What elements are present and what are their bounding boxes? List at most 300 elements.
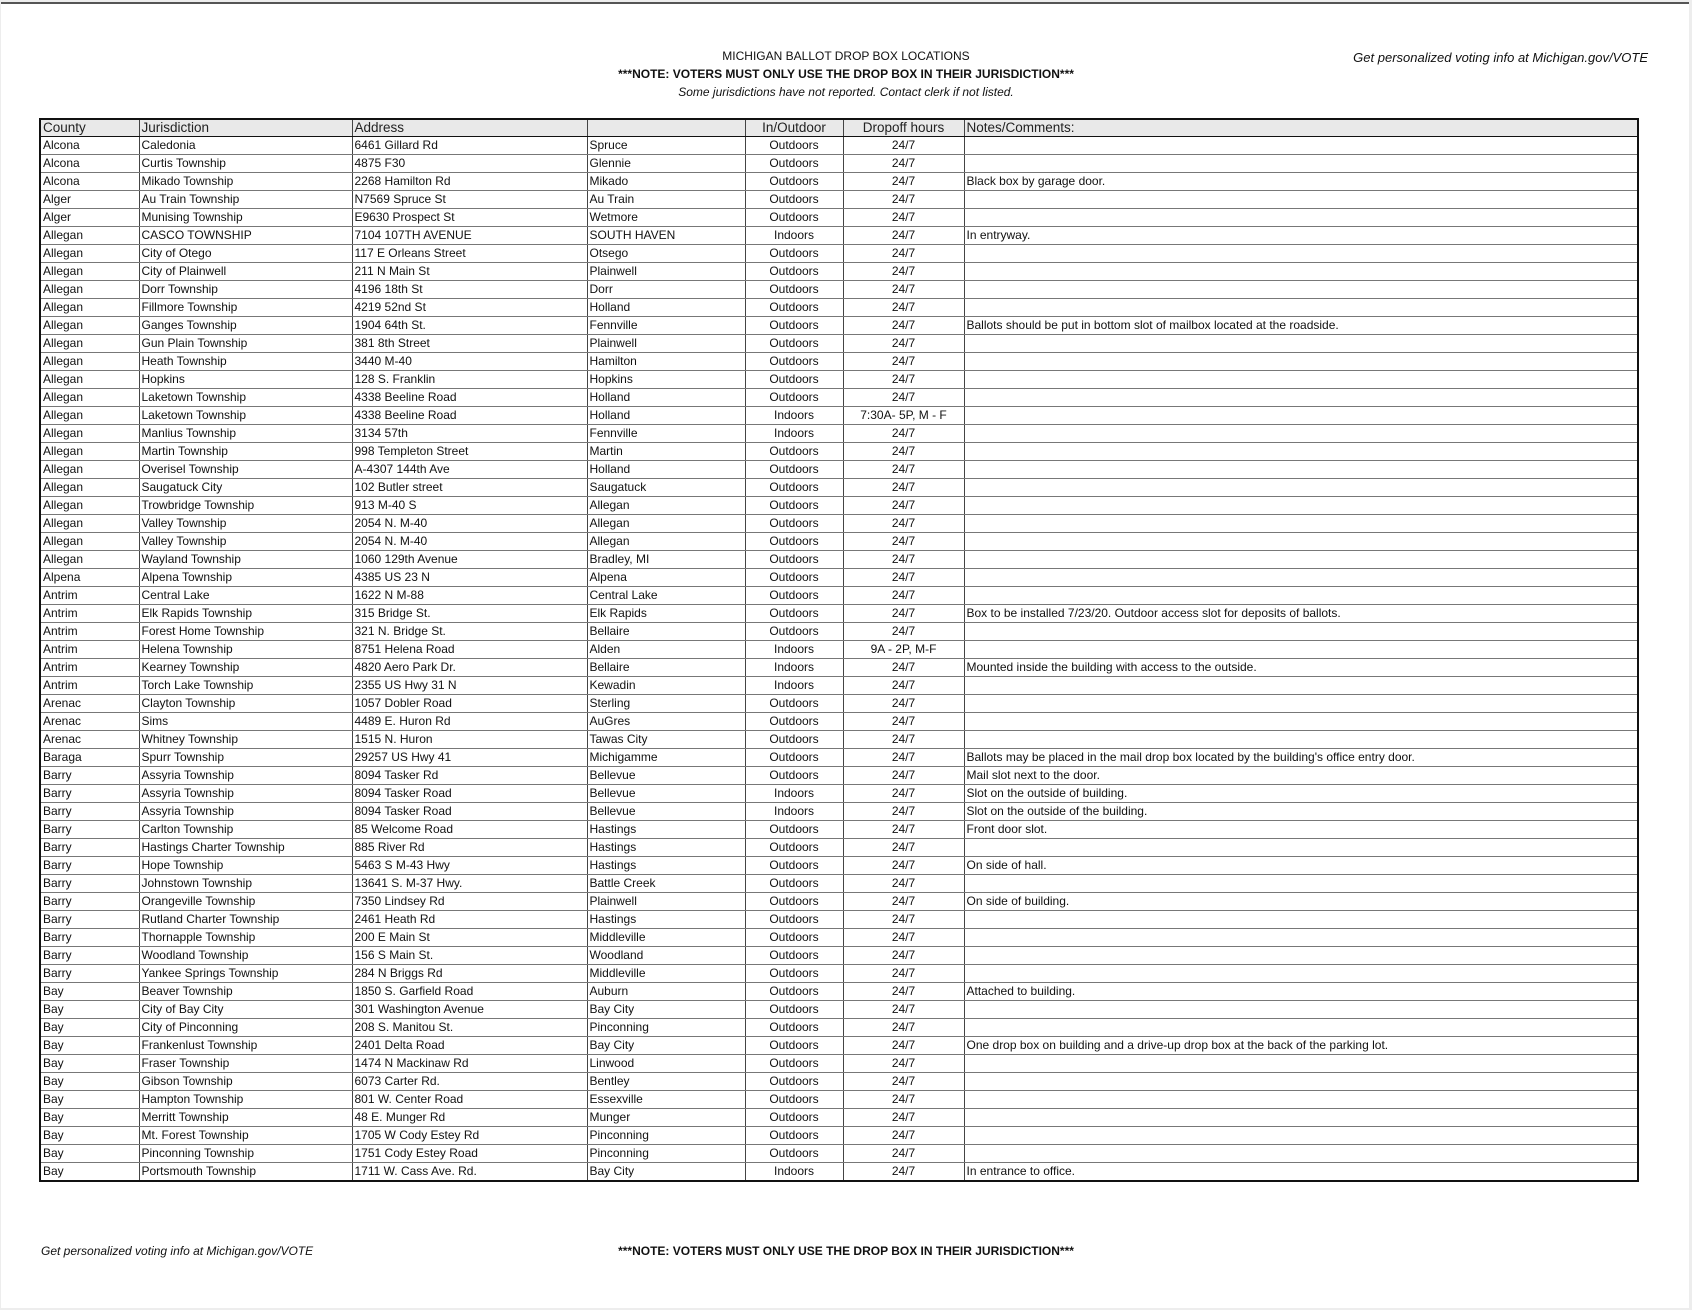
cell-jurisdiction: Kearney Township [139, 659, 352, 677]
cell-address: 7350 Lindsey Rd [352, 893, 587, 911]
cell-dropoff-hours: 24/7 [843, 461, 964, 479]
cell-in-outdoor: Outdoors [745, 389, 843, 407]
cell-address: 1904 64th St. [352, 317, 587, 335]
cell-jurisdiction: Elk Rapids Township [139, 605, 352, 623]
cell-jurisdiction: Hastings Charter Township [139, 839, 352, 857]
cell-in-outdoor: Outdoors [745, 551, 843, 569]
cell-county: Bay [40, 1091, 139, 1109]
cell-address: 2268 Hamilton Rd [352, 173, 587, 191]
cell-city: Bellaire [587, 623, 745, 641]
cell-city: Fennville [587, 425, 745, 443]
cell-notes [964, 1073, 1638, 1091]
table-row [40, 1001, 1638, 1019]
cell-county: Allegan [40, 227, 139, 245]
cell-notes [964, 947, 1638, 965]
cell-city: Spruce [587, 137, 745, 155]
cell-in-outdoor: Outdoors [745, 317, 843, 335]
cell-in-outdoor: Outdoors [745, 371, 843, 389]
cell-in-outdoor: Outdoors [745, 731, 843, 749]
cell-dropoff-hours: 24/7 [843, 821, 964, 839]
cell-county: Bay [40, 1055, 139, 1073]
cell-city: Wetmore [587, 209, 745, 227]
cell-address: 128 S. Franklin [352, 371, 587, 389]
cell-jurisdiction: Carlton Township [139, 821, 352, 839]
cell-address: 4219 52nd St [352, 299, 587, 317]
cell-jurisdiction: Pinconning Township [139, 1145, 352, 1163]
cell-city: AuGres [587, 713, 745, 731]
cell-city: Hastings [587, 857, 745, 875]
table-row [40, 425, 1638, 443]
table-row [40, 1091, 1638, 1109]
cell-address: 102 Butler street [352, 479, 587, 497]
cell-address: 1705 W Cody Estey Rd [352, 1127, 587, 1145]
cell-notes [964, 425, 1638, 443]
cell-dropoff-hours: 24/7 [843, 533, 964, 551]
table-row [40, 1145, 1638, 1163]
cell-notes: In entryway. [964, 227, 1638, 245]
cell-city: Bentley [587, 1073, 745, 1091]
table-row [40, 533, 1638, 551]
cell-jurisdiction: Heath Township [139, 353, 352, 371]
cell-address: 4338 Beeline Road [352, 407, 587, 425]
col-header-address: Address [352, 119, 587, 137]
cell-in-outdoor: Outdoors [745, 1109, 843, 1127]
cell-city: Martin [587, 443, 745, 461]
table-row [40, 641, 1638, 659]
table-row [40, 1109, 1638, 1127]
cell-address: 301 Washington Avenue [352, 1001, 587, 1019]
cell-address: 2461 Heath Rd [352, 911, 587, 929]
cell-county: Allegan [40, 335, 139, 353]
cell-city: Pinconning [587, 1145, 745, 1163]
cell-in-outdoor: Outdoors [745, 353, 843, 371]
cell-dropoff-hours: 24/7 [843, 803, 964, 821]
cell-in-outdoor: Indoors [745, 425, 843, 443]
cell-dropoff-hours: 24/7 [843, 857, 964, 875]
cell-in-outdoor: Outdoors [745, 1073, 843, 1091]
cell-jurisdiction: Laketown Township [139, 407, 352, 425]
cell-city: Saugatuck [587, 479, 745, 497]
cell-jurisdiction: Torch Lake Township [139, 677, 352, 695]
cell-county: Barry [40, 893, 139, 911]
page-subtitle: Some jurisdictions have not reported. Contact clerk if not listed. [678, 85, 1014, 99]
table-row [40, 1019, 1638, 1037]
cell-city: Plainwell [587, 893, 745, 911]
cell-notes [964, 461, 1638, 479]
cell-address: 3440 M-40 [352, 353, 587, 371]
cell-city: Hastings [587, 821, 745, 839]
cell-county: Alpena [40, 569, 139, 587]
table-row [40, 713, 1638, 731]
cell-notes: Mail slot next to the door. [964, 767, 1638, 785]
cell-jurisdiction: Valley Township [139, 533, 352, 551]
cell-in-outdoor: Indoors [745, 407, 843, 425]
cell-address: 7104 107TH AVENUE [352, 227, 587, 245]
cell-in-outdoor: Outdoors [745, 137, 843, 155]
cell-dropoff-hours: 24/7 [843, 839, 964, 857]
cell-jurisdiction: Caledonia [139, 137, 352, 155]
table-row [40, 461, 1638, 479]
cell-in-outdoor: Outdoors [745, 155, 843, 173]
cell-in-outdoor: Indoors [745, 677, 843, 695]
cell-in-outdoor: Outdoors [745, 623, 843, 641]
cell-city: Hastings [587, 839, 745, 857]
cell-jurisdiction: Hopkins [139, 371, 352, 389]
cell-dropoff-hours: 24/7 [843, 551, 964, 569]
cell-notes [964, 839, 1638, 857]
cell-jurisdiction: Yankee Springs Township [139, 965, 352, 983]
cell-dropoff-hours: 24/7 [843, 353, 964, 371]
cell-county: Barry [40, 965, 139, 983]
cell-county: Antrim [40, 623, 139, 641]
cell-dropoff-hours: 24/7 [843, 893, 964, 911]
cell-in-outdoor: Indoors [745, 1163, 843, 1182]
cell-county: Bay [40, 1019, 139, 1037]
cell-address: 5463 S M-43 Hwy [352, 857, 587, 875]
cell-county: Bay [40, 983, 139, 1001]
table-row [40, 623, 1638, 641]
table-row [40, 857, 1638, 875]
cell-city: Bellevue [587, 785, 745, 803]
table-row [40, 1163, 1638, 1182]
cell-in-outdoor: Outdoors [745, 821, 843, 839]
cell-jurisdiction: Forest Home Township [139, 623, 352, 641]
cell-city: Sterling [587, 695, 745, 713]
cell-county: Alger [40, 191, 139, 209]
cell-dropoff-hours: 24/7 [843, 911, 964, 929]
cell-in-outdoor: Outdoors [745, 695, 843, 713]
cell-dropoff-hours: 24/7 [843, 209, 964, 227]
table-row [40, 659, 1638, 677]
cell-address: 156 S Main St. [352, 947, 587, 965]
cell-jurisdiction: Mikado Township [139, 173, 352, 191]
cell-jurisdiction: Fillmore Township [139, 299, 352, 317]
cell-jurisdiction: City of Otego [139, 245, 352, 263]
cell-county: Allegan [40, 551, 139, 569]
cell-in-outdoor: Outdoors [745, 209, 843, 227]
cell-in-outdoor: Outdoors [745, 1037, 843, 1055]
cell-dropoff-hours: 24/7 [843, 1073, 964, 1091]
cell-county: Alcona [40, 173, 139, 191]
cell-address: 6073 Carter Rd. [352, 1073, 587, 1091]
cell-city: Bradley, MI [587, 551, 745, 569]
cell-jurisdiction: City of Pinconning [139, 1019, 352, 1037]
cell-in-outdoor: Outdoors [745, 1055, 843, 1073]
cell-dropoff-hours: 24/7 [843, 1091, 964, 1109]
cell-address: A-4307 144th Ave [352, 461, 587, 479]
cell-jurisdiction: Alpena Township [139, 569, 352, 587]
cell-county: Arenac [40, 695, 139, 713]
cell-county: Bay [40, 1145, 139, 1163]
cell-address: E9630 Prospect St [352, 209, 587, 227]
cell-city: Tawas City [587, 731, 745, 749]
cell-city: Plainwell [587, 263, 745, 281]
cell-county: Bay [40, 1163, 139, 1182]
cell-jurisdiction: Manlius Township [139, 425, 352, 443]
cell-county: Bay [40, 1073, 139, 1091]
cell-county: Allegan [40, 425, 139, 443]
cell-in-outdoor: Outdoors [745, 515, 843, 533]
cell-in-outdoor: Outdoors [745, 947, 843, 965]
cell-address: 6461 Gillard Rd [352, 137, 587, 155]
cell-address: 998 Templeton Street [352, 443, 587, 461]
cell-dropoff-hours: 24/7 [843, 677, 964, 695]
cell-jurisdiction: Wayland Township [139, 551, 352, 569]
cell-jurisdiction: CASCO TOWNSHIP [139, 227, 352, 245]
cell-dropoff-hours: 24/7 [843, 137, 964, 155]
cell-in-outdoor: Outdoors [745, 191, 843, 209]
cell-notes [964, 875, 1638, 893]
cell-notes [964, 641, 1638, 659]
cell-notes: Black box by garage door. [964, 173, 1638, 191]
cell-dropoff-hours: 24/7 [843, 1163, 964, 1182]
cell-city: Battle Creek [587, 875, 745, 893]
cell-jurisdiction: Thornapple Township [139, 929, 352, 947]
cell-notes [964, 929, 1638, 947]
table-row [40, 281, 1638, 299]
cell-county: Baraga [40, 749, 139, 767]
table-row [40, 371, 1638, 389]
cell-jurisdiction: Helena Township [139, 641, 352, 659]
cell-jurisdiction: Hope Township [139, 857, 352, 875]
cell-in-outdoor: Outdoors [745, 1127, 843, 1145]
table-row [40, 983, 1638, 1001]
cell-address: 315 Bridge St. [352, 605, 587, 623]
cell-dropoff-hours: 24/7 [843, 227, 964, 245]
cell-address: 211 N Main St [352, 263, 587, 281]
cell-notes [964, 497, 1638, 515]
cell-jurisdiction: Hampton Township [139, 1091, 352, 1109]
col-header-city [587, 119, 745, 137]
cell-dropoff-hours: 24/7 [843, 1019, 964, 1037]
cell-address: 1515 N. Huron [352, 731, 587, 749]
cell-dropoff-hours: 24/7 [843, 299, 964, 317]
cell-city: Allegan [587, 497, 745, 515]
cell-in-outdoor: Outdoors [745, 605, 843, 623]
cell-county: Arenac [40, 713, 139, 731]
cell-notes [964, 713, 1638, 731]
table-row [40, 191, 1638, 209]
cell-jurisdiction: Valley Township [139, 515, 352, 533]
cell-city: Hastings [587, 911, 745, 929]
table-row [40, 695, 1638, 713]
cell-jurisdiction: Munising Township [139, 209, 352, 227]
cell-county: Barry [40, 803, 139, 821]
footer-note: ***NOTE: VOTERS MUST ONLY USE THE DROP BOX IN THEIR JURISDICTION*** [618, 1244, 1074, 1258]
cell-in-outdoor: Outdoors [745, 245, 843, 263]
cell-jurisdiction: Sims [139, 713, 352, 731]
cell-county: Barry [40, 767, 139, 785]
cell-jurisdiction: Frankenlust Township [139, 1037, 352, 1055]
cell-notes [964, 1091, 1638, 1109]
cell-notes [964, 1109, 1638, 1127]
cell-dropoff-hours: 24/7 [843, 731, 964, 749]
cell-county: Antrim [40, 605, 139, 623]
table-row [40, 785, 1638, 803]
cell-city: Auburn [587, 983, 745, 1001]
cell-address: 2355 US Hwy 31 N [352, 677, 587, 695]
cell-notes [964, 623, 1638, 641]
cell-dropoff-hours: 24/7 [843, 1037, 964, 1055]
cell-in-outdoor: Indoors [745, 659, 843, 677]
cell-dropoff-hours: 24/7 [843, 569, 964, 587]
cell-notes [964, 245, 1638, 263]
cell-county: Alcona [40, 137, 139, 155]
table-row [40, 335, 1638, 353]
cell-jurisdiction: Laketown Township [139, 389, 352, 407]
table-row [40, 317, 1638, 335]
cell-address: 117 E Orleans Street [352, 245, 587, 263]
table-header-row [40, 119, 1638, 137]
cell-jurisdiction: Central Lake [139, 587, 352, 605]
cell-city: Holland [587, 461, 745, 479]
cell-city: Munger [587, 1109, 745, 1127]
cell-notes: On side of hall. [964, 857, 1638, 875]
cell-dropoff-hours: 24/7 [843, 983, 964, 1001]
cell-address: 801 W. Center Road [352, 1091, 587, 1109]
cell-dropoff-hours: 24/7 [843, 497, 964, 515]
table-row [40, 947, 1638, 965]
cell-city: Central Lake [587, 587, 745, 605]
cell-dropoff-hours: 24/7 [843, 173, 964, 191]
cell-in-outdoor: Outdoors [745, 533, 843, 551]
cell-notes [964, 677, 1638, 695]
cell-county: Bay [40, 1127, 139, 1145]
cell-dropoff-hours: 24/7 [843, 875, 964, 893]
cell-notes [964, 1001, 1638, 1019]
cell-address: 2054 N. M-40 [352, 533, 587, 551]
table-row [40, 1037, 1638, 1055]
cell-jurisdiction: Assyria Township [139, 767, 352, 785]
table-row [40, 875, 1638, 893]
cell-dropoff-hours: 9A - 2P, M-F [843, 641, 964, 659]
cell-address: 1850 S. Garfield Road [352, 983, 587, 1001]
cell-address: 13641 S. M-37 Hwy. [352, 875, 587, 893]
cell-county: Allegan [40, 263, 139, 281]
cell-notes [964, 263, 1638, 281]
cell-in-outdoor: Outdoors [745, 461, 843, 479]
cell-notes [964, 1145, 1638, 1163]
cell-in-outdoor: Outdoors [745, 587, 843, 605]
cell-notes: Front door slot. [964, 821, 1638, 839]
cell-in-outdoor: Indoors [745, 227, 843, 245]
cell-notes: Box to be installed 7/23/20. Outdoor access slot for deposits of ballots. [964, 605, 1638, 623]
cell-address: 4385 US 23 N [352, 569, 587, 587]
cell-in-outdoor: Outdoors [745, 1091, 843, 1109]
table-row [40, 407, 1638, 425]
cell-county: Barry [40, 857, 139, 875]
cell-city: Au Train [587, 191, 745, 209]
cell-city: Linwood [587, 1055, 745, 1073]
cell-city: Holland [587, 389, 745, 407]
cell-jurisdiction: Martin Township [139, 443, 352, 461]
cell-county: Arenac [40, 731, 139, 749]
cell-county: Allegan [40, 407, 139, 425]
table-row [40, 839, 1638, 857]
cell-county: Alcona [40, 155, 139, 173]
cell-in-outdoor: Indoors [745, 641, 843, 659]
cell-notes [964, 911, 1638, 929]
cell-city: Bay City [587, 1163, 745, 1182]
cell-jurisdiction: Dorr Township [139, 281, 352, 299]
table-row [40, 209, 1638, 227]
cell-county: Barry [40, 839, 139, 857]
cell-county: Allegan [40, 245, 139, 263]
cell-county: Allegan [40, 299, 139, 317]
table-row [40, 605, 1638, 623]
cell-address: 1474 N Mackinaw Rd [352, 1055, 587, 1073]
cell-address: 208 S. Manitou St. [352, 1019, 587, 1037]
cell-jurisdiction: Saugatuck City [139, 479, 352, 497]
table-row [40, 1127, 1638, 1145]
cell-dropoff-hours: 24/7 [843, 749, 964, 767]
table-row [40, 749, 1638, 767]
cell-address: 4338 Beeline Road [352, 389, 587, 407]
cell-county: Bay [40, 1109, 139, 1127]
cell-dropoff-hours: 24/7 [843, 623, 964, 641]
cell-notes [964, 479, 1638, 497]
cell-city: Alden [587, 641, 745, 659]
cell-city: Pinconning [587, 1127, 745, 1145]
cell-notes [964, 515, 1638, 533]
cell-address: 885 River Rd [352, 839, 587, 857]
cell-address: 200 E Main St [352, 929, 587, 947]
table-row [40, 767, 1638, 785]
cell-jurisdiction: Beaver Township [139, 983, 352, 1001]
cell-county: Antrim [40, 659, 139, 677]
cell-city: SOUTH HAVEN [587, 227, 745, 245]
cell-dropoff-hours: 24/7 [843, 389, 964, 407]
cell-city: Bellaire [587, 659, 745, 677]
cell-in-outdoor: Outdoors [745, 893, 843, 911]
cell-notes [964, 371, 1638, 389]
cell-in-outdoor: Outdoors [745, 443, 843, 461]
cell-city: Bellevue [587, 803, 745, 821]
cell-dropoff-hours: 24/7 [843, 425, 964, 443]
cell-city: Allegan [587, 533, 745, 551]
table-row [40, 731, 1638, 749]
cell-address: 4489 E. Huron Rd [352, 713, 587, 731]
cell-notes [964, 587, 1638, 605]
cell-dropoff-hours: 24/7 [843, 479, 964, 497]
cell-county: Allegan [40, 461, 139, 479]
cell-in-outdoor: Outdoors [745, 299, 843, 317]
cell-in-outdoor: Outdoors [745, 281, 843, 299]
cell-city: Hopkins [587, 371, 745, 389]
cell-notes [964, 551, 1638, 569]
cell-city: Alpena [587, 569, 745, 587]
cell-city: Otsego [587, 245, 745, 263]
cell-in-outdoor: Outdoors [745, 1145, 843, 1163]
cell-dropoff-hours: 24/7 [843, 1109, 964, 1127]
drop-box-table [39, 118, 1639, 1182]
cell-in-outdoor: Outdoors [745, 983, 843, 1001]
cell-notes [964, 695, 1638, 713]
cell-dropoff-hours: 24/7 [843, 929, 964, 947]
cell-notes: Mounted inside the building with access to the outside. [964, 659, 1638, 677]
cell-notes: One drop box on building and a drive-up drop box at the back of the parking lot. [964, 1037, 1638, 1055]
cell-county: Barry [40, 821, 139, 839]
cell-in-outdoor: Outdoors [745, 479, 843, 497]
cell-dropoff-hours: 24/7 [843, 155, 964, 173]
cell-dropoff-hours: 7:30A- 5P, M - F [843, 407, 964, 425]
cell-county: Allegan [40, 317, 139, 335]
cell-notes: Slot on the outside of the building. [964, 803, 1638, 821]
table-row [40, 245, 1638, 263]
col-header-jurisdiction: Jurisdiction [139, 119, 352, 137]
table-row [40, 497, 1638, 515]
table-row [40, 227, 1638, 245]
